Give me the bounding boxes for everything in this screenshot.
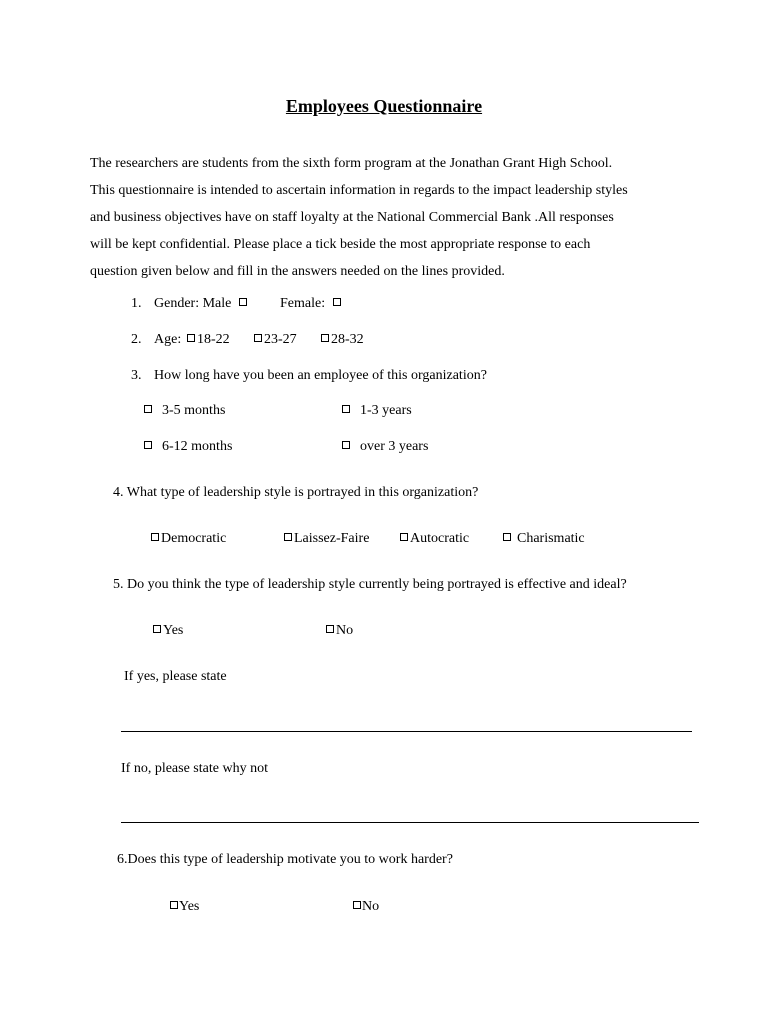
q1-male-option[interactable]	[154, 296, 249, 312]
checkbox[interactable]	[170, 901, 178, 909]
checkbox[interactable]	[321, 334, 329, 342]
page-title: Employees Questionnaire	[285, 96, 483, 116]
checkbox[interactable]	[342, 441, 350, 449]
option-label: No	[336, 623, 354, 638]
option-label: Charismatic	[517, 531, 585, 546]
q5-option-no[interactable]	[326, 623, 353, 639]
checkbox[interactable]	[353, 901, 361, 909]
if-yes-answer-line[interactable]	[121, 731, 692, 732]
intro-line: The researchers are students from the sixth form program at the Jonathan Grant High School.	[90, 156, 613, 171]
checkbox[interactable]	[153, 625, 161, 633]
checkbox[interactable]	[400, 533, 408, 541]
q4-option-charismatic[interactable]	[503, 531, 585, 547]
intro-line: and business objectives have on staff loyalty at the National Commercial Bank .All responses	[90, 210, 614, 225]
q2-option-23-27[interactable]	[254, 332, 297, 348]
option-label: 18-22	[197, 332, 230, 347]
q3-option-over-3-years[interactable]	[342, 439, 428, 455]
option-label: No	[362, 899, 380, 914]
q6-text: 6.Does this type of leadership motivate you to work harder?	[117, 852, 453, 867]
q2-option-18-22[interactable]	[187, 332, 230, 348]
q1-label: Gender: Male	[154, 296, 232, 311]
q4-option-autocratic[interactable]	[400, 531, 469, 547]
checkbox[interactable]	[187, 334, 195, 342]
q4-option-democratic[interactable]	[151, 531, 226, 547]
female-label: Female:	[280, 296, 326, 311]
q6-option-no[interactable]	[353, 899, 379, 915]
q2-number: 2.	[131, 332, 142, 347]
checkbox[interactable]	[284, 533, 292, 541]
intro-line: This questionnaire is intended to ascertain information in regards to the impact leadership styles	[90, 183, 628, 198]
q4-text: 4. What type of leadership style is portrayed in this organization?	[113, 485, 479, 500]
q3-option-3-5-months[interactable]	[144, 403, 225, 419]
checkbox[interactable]	[342, 405, 350, 413]
option-label: 1-3 years	[360, 403, 412, 418]
intro-paragraph	[90, 150, 690, 285]
option-label: 6-12 months	[162, 439, 233, 454]
option-label: Yes	[163, 623, 184, 638]
checkbox[interactable]	[254, 334, 262, 342]
option-label: over 3 years	[360, 439, 429, 454]
q6-option-yes[interactable]	[170, 899, 199, 915]
female-checkbox[interactable]	[333, 298, 341, 306]
q1-number: 1.	[131, 296, 142, 311]
q4-option-laissez-faire[interactable]	[284, 531, 369, 547]
option-label: Democratic	[161, 531, 227, 546]
if-no-label: If no, please state why not	[121, 761, 268, 776]
option-label: 28-32	[331, 332, 364, 347]
intro-line: will be kept confidential. Please place a tick beside the most appropriate response to each	[90, 237, 591, 252]
checkbox[interactable]	[503, 533, 511, 541]
q3-number: 3.	[131, 368, 142, 383]
option-label: 3-5 months	[162, 403, 226, 418]
q3-option-1-3-years[interactable]	[342, 403, 412, 419]
q3-text: How long have you been an employee of this organization?	[154, 368, 487, 383]
checkbox[interactable]	[326, 625, 334, 633]
male-checkbox[interactable]	[239, 298, 247, 306]
checkbox[interactable]	[151, 533, 159, 541]
option-label: Laissez-Faire	[294, 531, 370, 546]
option-label: Yes	[179, 899, 200, 914]
q2-option-28-32[interactable]	[321, 332, 364, 348]
option-label: Autocratic	[410, 531, 470, 546]
q1-female-option[interactable]	[280, 296, 343, 312]
if-no-answer-line[interactable]	[121, 822, 699, 823]
q5-text: 5. Do you think the type of leadership style currently being portrayed is effective and ideal?	[113, 577, 627, 592]
q5-option-yes[interactable]	[153, 623, 183, 639]
if-yes-label: If yes, please state	[124, 669, 227, 684]
intro-line: question given below and fill in the answers needed on the lines provided.	[90, 264, 505, 279]
q3-option-6-12-months[interactable]	[144, 439, 232, 455]
checkbox[interactable]	[144, 441, 152, 449]
option-label: 23-27	[264, 332, 297, 347]
checkbox[interactable]	[144, 405, 152, 413]
q2-age-label: Age:	[154, 332, 182, 347]
